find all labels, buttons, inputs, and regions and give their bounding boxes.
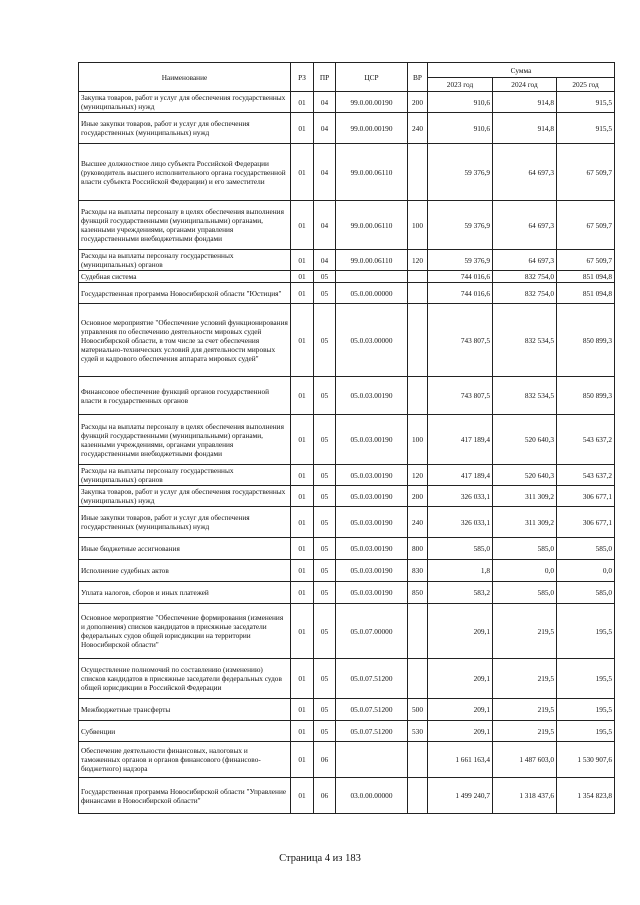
row-pr: 05 bbox=[314, 721, 336, 742]
row-pr: 05 bbox=[314, 377, 336, 415]
row-pr: 05 bbox=[314, 582, 336, 604]
row-pr: 06 bbox=[314, 778, 336, 814]
row-vr bbox=[408, 304, 428, 377]
row-amount-2025: 195,5 bbox=[557, 604, 615, 659]
row-amount-2025: 543 637,2 bbox=[557, 415, 615, 465]
row-amount-2025: 850 899,3 bbox=[557, 304, 615, 377]
table-row bbox=[79, 113, 615, 144]
row-amount-2024: 64 697,3 bbox=[493, 250, 557, 271]
row-amount-2023: 910,6 bbox=[428, 92, 493, 113]
row-amount-2024: 64 697,3 bbox=[493, 144, 557, 201]
table-row bbox=[79, 778, 615, 814]
row-rz: 01 bbox=[291, 250, 314, 271]
row-pr: 05 bbox=[314, 507, 336, 538]
row-amount-2025: 543 637,2 bbox=[557, 465, 615, 486]
row-vr: 100 bbox=[408, 415, 428, 465]
row-name: Судебная система bbox=[79, 271, 291, 283]
row-name: Осуществление полномочий по составлению (изменению) списков кандидатов в присяжные заседатели федеральных судов общей юрисдикции в Российской Федерации bbox=[79, 659, 291, 699]
row-pr: 04 bbox=[314, 144, 336, 201]
row-amount-2025: 915,5 bbox=[557, 113, 615, 144]
row-pr: 05 bbox=[314, 271, 336, 283]
row-amount-2024: 1 487 603,0 bbox=[493, 742, 557, 778]
table-row bbox=[79, 486, 615, 507]
row-amount-2023: 1,8 bbox=[428, 560, 493, 582]
row-csr: 05.0.07.51200 bbox=[336, 721, 408, 742]
row-pr: 05 bbox=[314, 465, 336, 486]
row-amount-2023: 585,0 bbox=[428, 538, 493, 560]
row-rz: 01 bbox=[291, 486, 314, 507]
row-amount-2023: 59 376,9 bbox=[428, 250, 493, 271]
row-amount-2025: 850 899,3 bbox=[557, 377, 615, 415]
row-csr: 99.0.00.06110 bbox=[336, 250, 408, 271]
row-csr: 05.0.03.00000 bbox=[336, 304, 408, 377]
row-csr: 05.0.03.00190 bbox=[336, 415, 408, 465]
row-name: Обеспечение деятельности финансовых, налоговых и таможенных органов и органов финансового (финансово-бюджетного) надзора bbox=[79, 742, 291, 778]
row-vr bbox=[408, 271, 428, 283]
row-csr: 05.0.00.00000 bbox=[336, 283, 408, 304]
row-amount-2025: 67 509,7 bbox=[557, 201, 615, 250]
row-name: Закупка товаров, работ и услуг для обеспечения государственных (муниципальных) нужд bbox=[79, 92, 291, 113]
row-vr bbox=[408, 659, 428, 699]
row-amount-2023: 417 189,4 bbox=[428, 415, 493, 465]
row-amount-2024: 585,0 bbox=[493, 582, 557, 604]
row-csr: 05.0.03.00190 bbox=[336, 465, 408, 486]
row-name: Закупка товаров, работ и услуг для обеспечения государственных (муниципальных) нужд bbox=[79, 486, 291, 507]
row-rz: 01 bbox=[291, 415, 314, 465]
row-amount-2024: 311 309,2 bbox=[493, 507, 557, 538]
row-rz: 01 bbox=[291, 283, 314, 304]
table-body bbox=[79, 92, 615, 814]
row-pr: 05 bbox=[314, 283, 336, 304]
row-amount-2024: 832 534,5 bbox=[493, 377, 557, 415]
row-name: Расходы на выплаты персоналу в целях обеспечения выполнения функций государственными (муниципальными) органами, казенными учреждениями, органами управления государственными внебюджетными фондами bbox=[79, 201, 291, 250]
row-amount-2024: 585,0 bbox=[493, 538, 557, 560]
row-amount-2024: 219,5 bbox=[493, 721, 557, 742]
row-name: Иные закупки товаров, работ и услуг для обеспечения государственных (муниципальных) нужд bbox=[79, 113, 291, 144]
row-vr: 100 bbox=[408, 201, 428, 250]
row-rz: 01 bbox=[291, 699, 314, 721]
row-vr: 530 bbox=[408, 721, 428, 742]
row-pr: 05 bbox=[314, 699, 336, 721]
header-vr: ВР bbox=[408, 63, 428, 92]
row-rz: 01 bbox=[291, 742, 314, 778]
row-amount-2024: 520 640,3 bbox=[493, 465, 557, 486]
row-amount-2024: 219,5 bbox=[493, 659, 557, 699]
row-vr: 500 bbox=[408, 699, 428, 721]
row-vr: 240 bbox=[408, 507, 428, 538]
row-amount-2025: 1 354 823,8 bbox=[557, 778, 615, 814]
row-amount-2025: 585,0 bbox=[557, 582, 615, 604]
row-amount-2025: 67 509,7 bbox=[557, 250, 615, 271]
row-pr: 05 bbox=[314, 538, 336, 560]
row-vr: 120 bbox=[408, 250, 428, 271]
row-csr: 05.0.03.00190 bbox=[336, 560, 408, 582]
row-amount-2025: 851 094,8 bbox=[557, 271, 615, 283]
row-name: Основное мероприятие "Обеспечение условий функционирования управления по обеспечению деятельности мировых судей Новосибирской области, в том числе за счет обеспечения материально-технических условий для деятельности мировых судей и кадрового обеспечения аппарата мировых судей" bbox=[79, 304, 291, 377]
table-row bbox=[79, 604, 615, 659]
row-amount-2025: 306 677,1 bbox=[557, 486, 615, 507]
table-row bbox=[79, 304, 615, 377]
row-rz: 01 bbox=[291, 604, 314, 659]
row-vr bbox=[408, 604, 428, 659]
table-row bbox=[79, 699, 615, 721]
row-amount-2023: 209,1 bbox=[428, 699, 493, 721]
row-amount-2023: 743 807,5 bbox=[428, 377, 493, 415]
row-amount-2023: 209,1 bbox=[428, 604, 493, 659]
row-name: Финансовое обеспечение функций органов государственной власти в государственных органов bbox=[79, 377, 291, 415]
row-pr: 05 bbox=[314, 604, 336, 659]
row-pr: 04 bbox=[314, 92, 336, 113]
row-amount-2025: 915,5 bbox=[557, 92, 615, 113]
row-amount-2025: 306 677,1 bbox=[557, 507, 615, 538]
row-amount-2023: 326 033,1 bbox=[428, 486, 493, 507]
row-csr: 99.0.00.00190 bbox=[336, 113, 408, 144]
row-rz: 01 bbox=[291, 582, 314, 604]
header-csr: ЦСР bbox=[336, 63, 408, 92]
row-vr: 120 bbox=[408, 465, 428, 486]
row-amount-2023: 59 376,9 bbox=[428, 144, 493, 201]
row-pr: 04 bbox=[314, 113, 336, 144]
row-csr: 05.0.07.51200 bbox=[336, 699, 408, 721]
table-row bbox=[79, 721, 615, 742]
row-amount-2023: 910,6 bbox=[428, 113, 493, 144]
header-name: Наименование bbox=[79, 63, 291, 92]
row-amount-2023: 209,1 bbox=[428, 659, 493, 699]
row-vr: 200 bbox=[408, 92, 428, 113]
row-rz: 01 bbox=[291, 659, 314, 699]
header-sum: Сумма bbox=[428, 63, 615, 78]
row-amount-2025: 195,5 bbox=[557, 659, 615, 699]
row-vr bbox=[408, 144, 428, 201]
table-row bbox=[79, 659, 615, 699]
row-amount-2025: 195,5 bbox=[557, 721, 615, 742]
row-pr: 05 bbox=[314, 486, 336, 507]
row-name: Исполнение судебных актов bbox=[79, 560, 291, 582]
row-rz: 01 bbox=[291, 507, 314, 538]
row-name: Расходы на выплаты персоналу государственных (муниципальных) органов bbox=[79, 465, 291, 486]
row-rz: 01 bbox=[291, 92, 314, 113]
row-csr: 05.0.03.00190 bbox=[336, 377, 408, 415]
header-year-2024: 2024 год bbox=[493, 78, 557, 92]
row-rz: 01 bbox=[291, 201, 314, 250]
row-name: Межбюджетные трансферты bbox=[79, 699, 291, 721]
table-row bbox=[79, 377, 615, 415]
row-name: Основное мероприятие "Обеспечение формирования (изменения и дополнения) списков кандидатов в присяжные заседатели федеральных судов общей юрисдикции на территории Новосибирской области" bbox=[79, 604, 291, 659]
row-name: Государственная программа Новосибирской области "Юстиция" bbox=[79, 283, 291, 304]
row-pr: 05 bbox=[314, 304, 336, 377]
row-amount-2024: 914,8 bbox=[493, 92, 557, 113]
row-amount-2025: 851 094,8 bbox=[557, 283, 615, 304]
row-vr: 200 bbox=[408, 486, 428, 507]
row-amount-2024: 520 640,3 bbox=[493, 415, 557, 465]
header-year-2023: 2023 год bbox=[428, 78, 493, 92]
row-csr: 05.0.03.00190 bbox=[336, 582, 408, 604]
row-pr: 04 bbox=[314, 250, 336, 271]
row-rz: 01 bbox=[291, 538, 314, 560]
budget-table bbox=[78, 62, 615, 814]
row-amount-2023: 59 376,9 bbox=[428, 201, 493, 250]
row-name: Государственная программа Новосибирской области "Управление финансами в Новосибирской области" bbox=[79, 778, 291, 814]
row-csr: 99.0.00.06110 bbox=[336, 201, 408, 250]
row-name: Высшее должностное лицо субъекта Российской Федерации (руководитель высшего исполнительного органа государственной власти субъекта Российской Федерации) и его заместители bbox=[79, 144, 291, 201]
row-amount-2024: 219,5 bbox=[493, 604, 557, 659]
table-row bbox=[79, 582, 615, 604]
row-pr: 04 bbox=[314, 201, 336, 250]
row-amount-2023: 1 499 240,7 bbox=[428, 778, 493, 814]
table-row bbox=[79, 92, 615, 113]
row-amount-2024: 832 754,0 bbox=[493, 283, 557, 304]
table-row bbox=[79, 201, 615, 250]
header-year-2025: 2025 год bbox=[557, 78, 615, 92]
table-row bbox=[79, 144, 615, 201]
row-vr: 850 bbox=[408, 582, 428, 604]
row-amount-2024: 311 309,2 bbox=[493, 486, 557, 507]
row-amount-2025: 67 509,7 bbox=[557, 144, 615, 201]
row-csr: 05.0.07.51200 bbox=[336, 659, 408, 699]
table-row bbox=[79, 538, 615, 560]
row-pr: 05 bbox=[314, 560, 336, 582]
row-vr: 240 bbox=[408, 113, 428, 144]
row-amount-2025: 0,0 bbox=[557, 560, 615, 582]
row-csr: 05.0.03.00190 bbox=[336, 486, 408, 507]
row-csr bbox=[336, 742, 408, 778]
row-name: Расходы на выплаты персоналу в целях обеспечения выполнения функций государственными (муниципальными) органами, казенными учреждениями, органами управления государственными внебюджетными фондами bbox=[79, 415, 291, 465]
table-row bbox=[79, 271, 615, 283]
row-rz: 01 bbox=[291, 778, 314, 814]
row-rz: 01 bbox=[291, 465, 314, 486]
table-row bbox=[79, 283, 615, 304]
table-row bbox=[79, 742, 615, 778]
table-row bbox=[79, 560, 615, 582]
row-amount-2023: 583,2 bbox=[428, 582, 493, 604]
row-amount-2023: 326 033,1 bbox=[428, 507, 493, 538]
row-amount-2025: 585,0 bbox=[557, 538, 615, 560]
row-amount-2023: 209,1 bbox=[428, 721, 493, 742]
row-amount-2023: 417 189,4 bbox=[428, 465, 493, 486]
page-number: Страница 4 из 183 bbox=[279, 853, 361, 864]
row-csr: 99.0.00.00190 bbox=[336, 92, 408, 113]
row-amount-2024: 914,8 bbox=[493, 113, 557, 144]
row-csr: 05.0.07.00000 bbox=[336, 604, 408, 659]
row-name: Субвенции bbox=[79, 721, 291, 742]
row-amount-2023: 1 661 163,4 bbox=[428, 742, 493, 778]
row-amount-2024: 832 754,0 bbox=[493, 271, 557, 283]
row-pr: 06 bbox=[314, 742, 336, 778]
row-vr bbox=[408, 377, 428, 415]
row-amount-2024: 219,5 bbox=[493, 699, 557, 721]
row-rz: 01 bbox=[291, 377, 314, 415]
row-amount-2025: 195,5 bbox=[557, 699, 615, 721]
row-rz: 01 bbox=[291, 304, 314, 377]
row-csr: 05.0.03.00190 bbox=[336, 507, 408, 538]
row-vr: 800 bbox=[408, 538, 428, 560]
row-amount-2023: 743 807,5 bbox=[428, 304, 493, 377]
row-rz: 01 bbox=[291, 144, 314, 201]
header-pr: ПР bbox=[314, 63, 336, 92]
row-name: Уплата налогов, сборов и иных платежей bbox=[79, 582, 291, 604]
table-row bbox=[79, 465, 615, 486]
row-vr bbox=[408, 742, 428, 778]
row-csr bbox=[336, 271, 408, 283]
row-name: Расходы на выплаты персоналу государственных (муниципальных) органов bbox=[79, 250, 291, 271]
row-amount-2023: 744 016,6 bbox=[428, 283, 493, 304]
row-csr: 05.0.03.00190 bbox=[336, 538, 408, 560]
row-amount-2023: 744 016,6 bbox=[428, 271, 493, 283]
table-row bbox=[79, 507, 615, 538]
row-pr: 05 bbox=[314, 415, 336, 465]
row-vr bbox=[408, 283, 428, 304]
row-rz: 01 bbox=[291, 113, 314, 144]
row-amount-2024: 0,0 bbox=[493, 560, 557, 582]
row-vr bbox=[408, 778, 428, 814]
row-amount-2025: 1 530 907,6 bbox=[557, 742, 615, 778]
row-amount-2024: 1 318 437,6 bbox=[493, 778, 557, 814]
row-rz: 01 bbox=[291, 721, 314, 742]
row-amount-2024: 64 697,3 bbox=[493, 201, 557, 250]
row-name: Иные закупки товаров, работ и услуг для обеспечения государственных (муниципальных) нужд bbox=[79, 507, 291, 538]
table-row bbox=[79, 415, 615, 465]
row-name: Иные бюджетные ассигнования bbox=[79, 538, 291, 560]
row-csr: 03.0.00.00000 bbox=[336, 778, 408, 814]
row-rz: 01 bbox=[291, 560, 314, 582]
table-row bbox=[79, 250, 615, 271]
row-amount-2024: 832 534,5 bbox=[493, 304, 557, 377]
row-pr: 05 bbox=[314, 659, 336, 699]
header-rz: РЗ bbox=[291, 63, 314, 92]
row-vr: 830 bbox=[408, 560, 428, 582]
row-csr: 99.0.00.06110 bbox=[336, 144, 408, 201]
row-rz: 01 bbox=[291, 271, 314, 283]
